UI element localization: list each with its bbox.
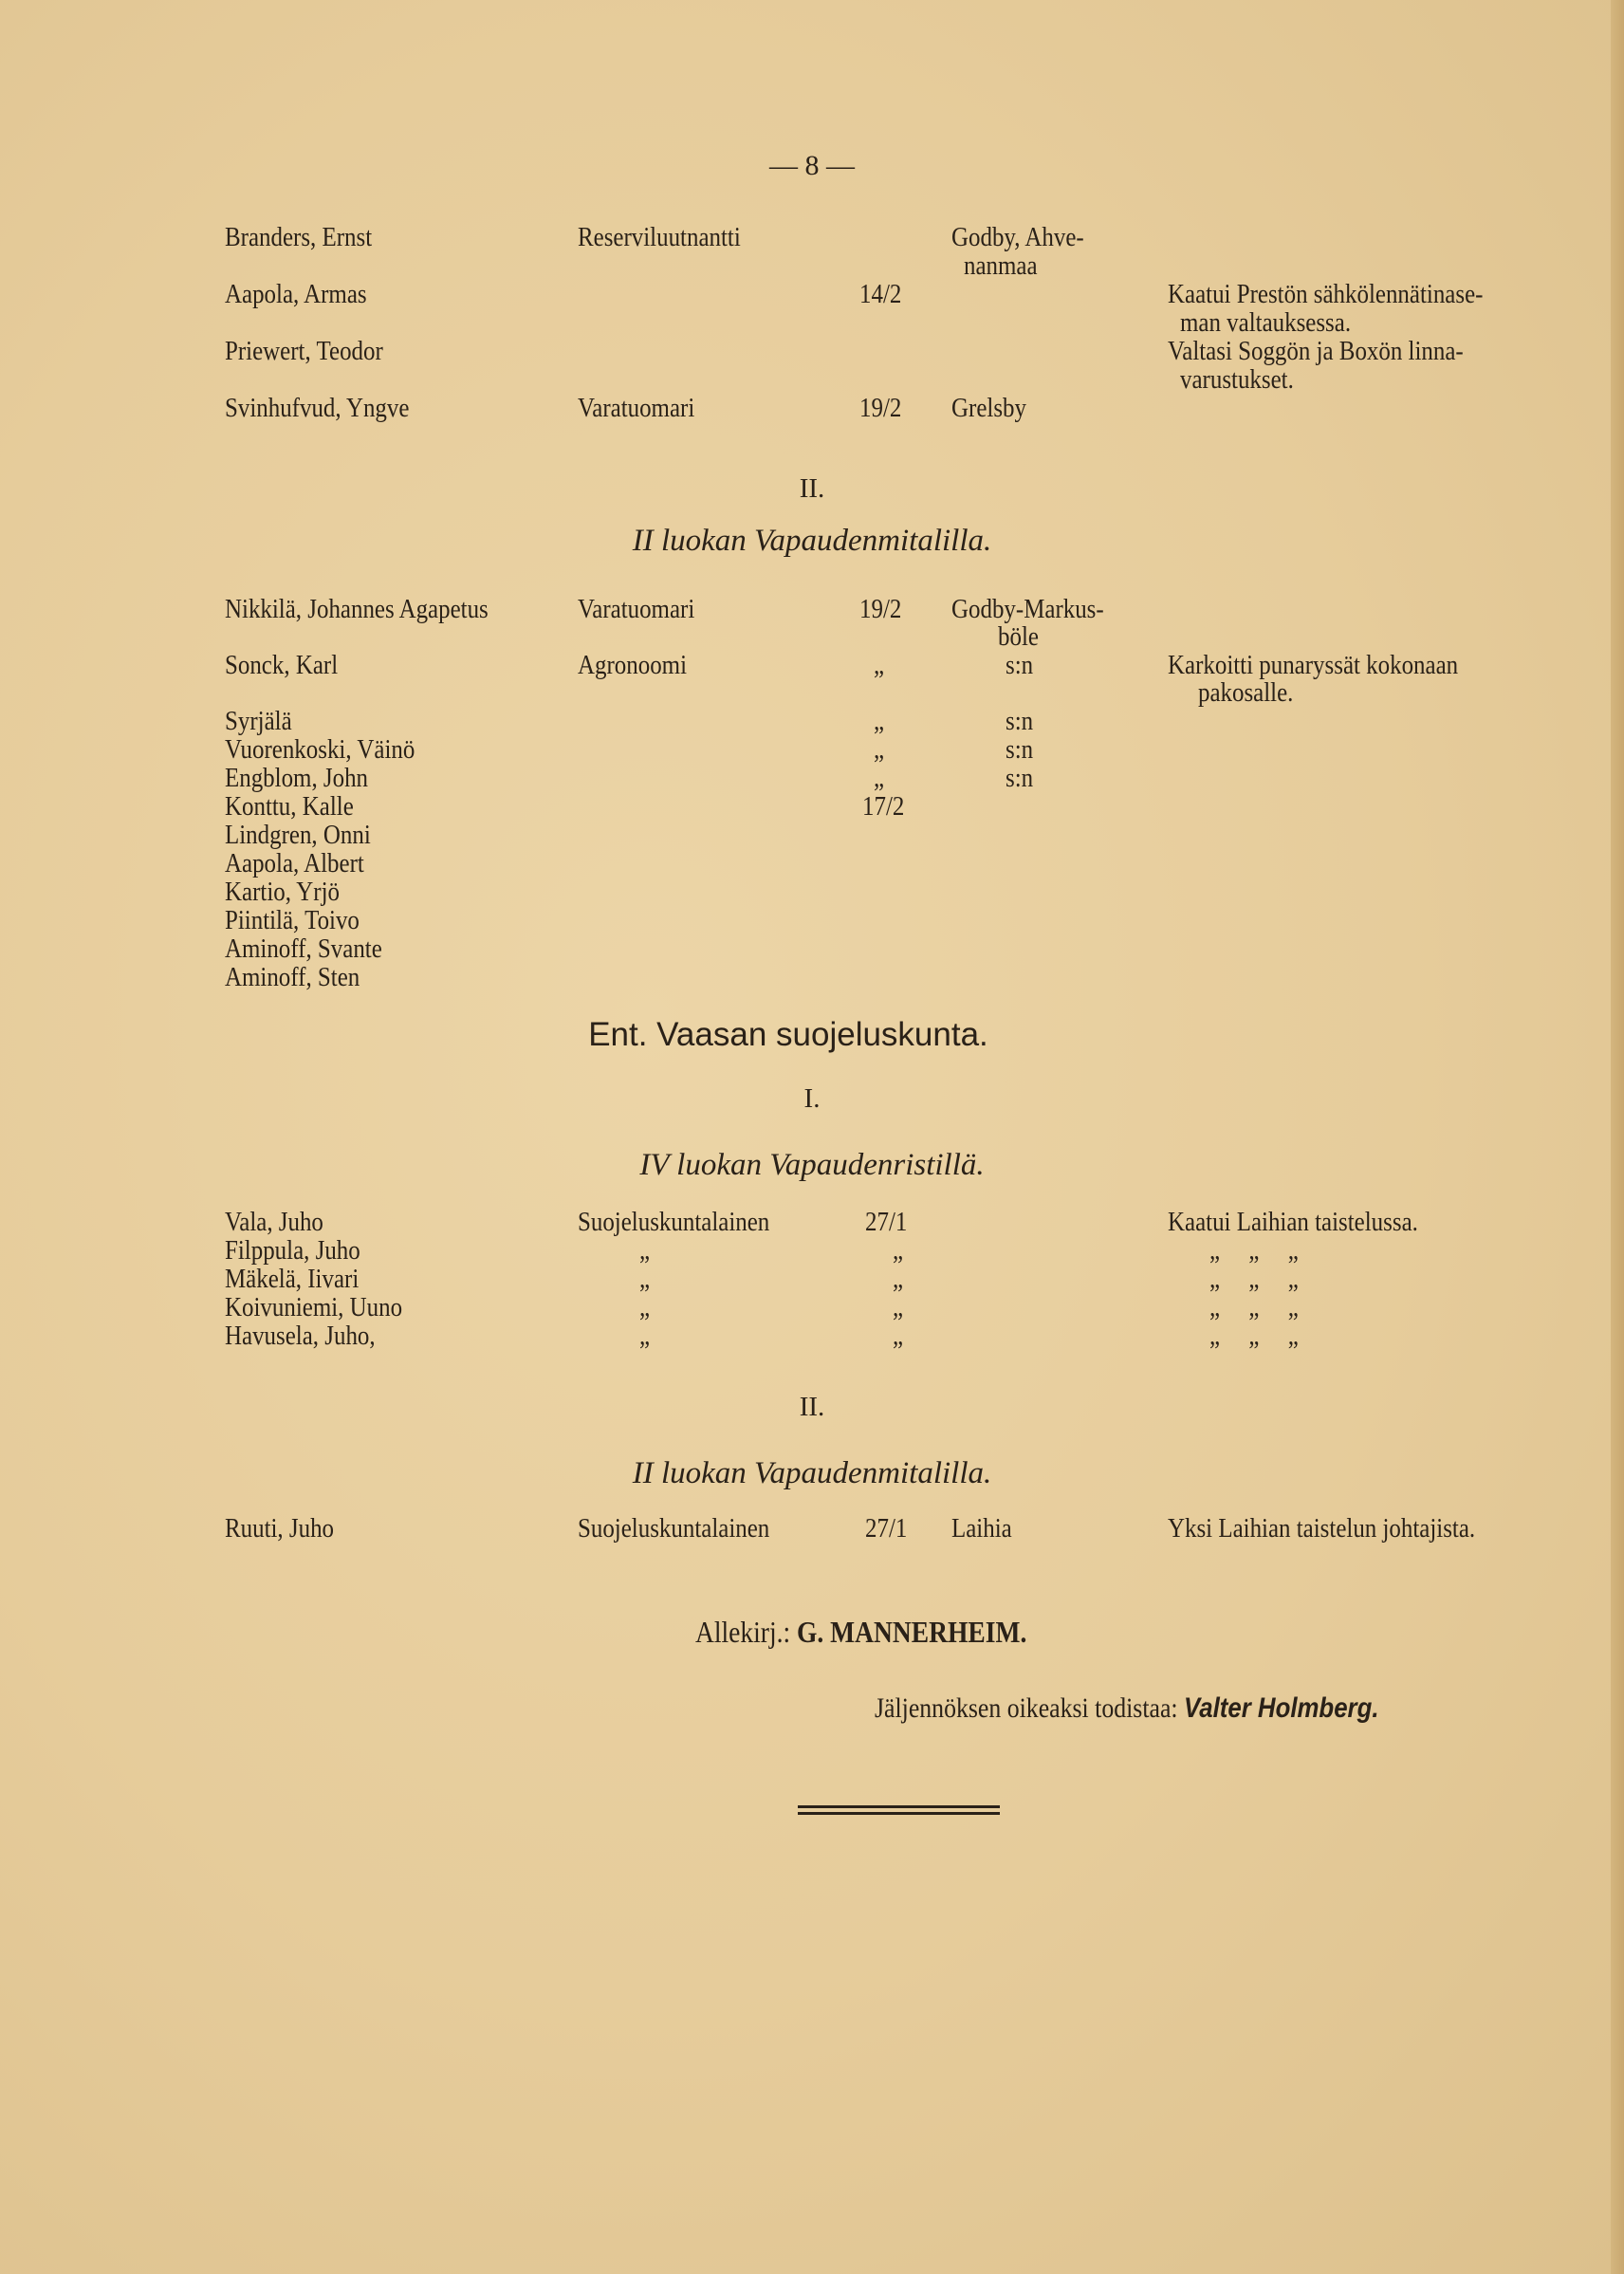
- table-row-rank: „: [639, 1292, 651, 1322]
- table-row-place: s:n: [1006, 734, 1034, 765]
- table-row-name: Syrjälä: [225, 706, 292, 736]
- table-row-date: „: [893, 1264, 904, 1294]
- table-row-place-cont: nanmaa: [964, 250, 1038, 281]
- table-row-note: Kaatui Prestön sähkölennätinase-: [1168, 279, 1484, 309]
- table-row-rank: Reserviluutnantti: [578, 222, 741, 252]
- table-row-rank: Varatuomari: [578, 393, 695, 423]
- table-row-rank: Agronoomi: [578, 650, 687, 680]
- section3-heading: IV luokan Vapaudenristillä.: [639, 1148, 985, 1182]
- certification-line: [875, 1693, 1461, 1724]
- table-row-date: 27/1: [865, 1207, 908, 1237]
- table-row-place: Godby, Ahve-: [951, 222, 1084, 252]
- signature-label: Allekirj.:: [695, 1615, 791, 1649]
- table-row-name: Aapola, Armas: [225, 279, 367, 309]
- table-row-name: Mäkelä, Iivari: [225, 1264, 360, 1294]
- table-row-date: 17/2: [862, 791, 905, 822]
- table-row-date: 19/2: [859, 393, 902, 423]
- table-row-name: Filppula, Juho: [225, 1235, 360, 1266]
- table-row-name: Ruuti, Juho: [225, 1513, 335, 1544]
- table-row-note: Valtasi Soggön ja Boxön linna-: [1168, 336, 1464, 366]
- closing-rule-bottom: [798, 1812, 1000, 1815]
- certification-name: Valter Holmberg.: [1184, 1692, 1379, 1724]
- table-row-place: s:n: [1006, 650, 1034, 680]
- table-row-place: s:n: [1006, 763, 1034, 793]
- table-row-date: 14/2: [859, 279, 902, 309]
- table-row-date: „: [874, 763, 885, 793]
- table-row-date: „: [893, 1321, 904, 1351]
- page-number: — 8 —: [769, 150, 855, 181]
- section4-heading: II luokan Vapaudenmitalilla.: [632, 1456, 992, 1490]
- table-row-place: Grelsby: [951, 393, 1026, 423]
- table-row-note-cont: man valtauksessa.: [1180, 307, 1352, 338]
- table-row-rank: Suojeluskuntalainen: [578, 1207, 770, 1237]
- table-row-name: Aminoff, Sten: [225, 962, 360, 992]
- table-row-date: „: [893, 1235, 904, 1266]
- table-row-note: „ „ „: [1209, 1292, 1299, 1322]
- table-row-name: Engblom, John: [225, 763, 369, 793]
- certification-label: Jäljennöksen oikeaksi todistaa:: [875, 1692, 1178, 1724]
- table-row-name: Kartio, Yrjö: [225, 877, 340, 907]
- table-row-note-cont: varustukset.: [1180, 364, 1294, 395]
- table-row-place: Godby-Markus-: [951, 594, 1104, 624]
- table-row-name: Priewert, Teodor: [225, 336, 383, 366]
- table-row-date: „: [874, 650, 885, 680]
- table-row-name: Sonck, Karl: [225, 650, 339, 680]
- table-row-date: „: [874, 734, 885, 765]
- table-row-note: „ „ „: [1209, 1235, 1299, 1266]
- table-row-name: Havusela, Juho,: [225, 1321, 376, 1351]
- section3-numeral: I.: [803, 1083, 821, 1114]
- table-row-note: Karkoitti punaryssät kokonaan: [1168, 650, 1459, 680]
- signature-name: G. MANNERHEIM.: [797, 1615, 1027, 1649]
- table-row-name: Lindgren, Onni: [225, 820, 371, 850]
- section2-numeral: II.: [799, 473, 825, 504]
- table-row-note: Kaatui Laihian taistelussa.: [1168, 1207, 1418, 1237]
- page-edge-shadow: [1611, 0, 1624, 2274]
- table-row-date: 19/2: [859, 594, 902, 624]
- signature-line: [695, 1616, 1080, 1648]
- table-row-name: Nikkilä, Johannes Agapetus: [225, 594, 489, 624]
- table-row-note-cont: pakosalle.: [1198, 677, 1294, 708]
- table-row-name: Piintilä, Toivo: [225, 905, 360, 935]
- table-row-name: Aapola, Albert: [225, 848, 364, 878]
- table-row-rank: „: [639, 1264, 651, 1294]
- table-row-rank: „: [639, 1321, 651, 1351]
- table-row-name: Koivuniemi, Uuno: [225, 1292, 403, 1322]
- table-row-name: Vuorenkoski, Väinö: [225, 734, 415, 765]
- table-row-name: Aminoff, Svante: [225, 934, 382, 964]
- table-row-place-cont: böle: [998, 621, 1039, 652]
- table-row-note: „ „ „: [1209, 1321, 1299, 1351]
- table-row-place: Laihia: [951, 1513, 1012, 1544]
- table-row-place: s:n: [1006, 706, 1034, 736]
- table-row-date: „: [893, 1292, 904, 1322]
- section3-title: Ent. Vaasan suojeluskunta.: [588, 1016, 988, 1053]
- table-row-note: „ „ „: [1209, 1264, 1299, 1294]
- table-row-date: 27/1: [865, 1513, 908, 1544]
- table-row-name: Vala, Juho: [225, 1207, 323, 1237]
- table-row-rank: Suojeluskuntalainen: [578, 1513, 770, 1544]
- closing-rule-top: [798, 1805, 1000, 1808]
- table-row-date: „: [874, 706, 885, 736]
- table-row-rank: Varatuomari: [578, 594, 695, 624]
- section2-heading: II luokan Vapaudenmitalilla.: [632, 524, 992, 558]
- section4-numeral: II.: [799, 1392, 825, 1422]
- table-row-name: Konttu, Kalle: [225, 791, 354, 822]
- table-row-name: Branders, Ernst: [225, 222, 373, 252]
- table-row-name: Svinhufvud, Yngve: [225, 393, 410, 423]
- table-row-rank: „: [639, 1235, 651, 1266]
- table-row-note: Yksi Laihian taistelun johtajista.: [1168, 1513, 1476, 1544]
